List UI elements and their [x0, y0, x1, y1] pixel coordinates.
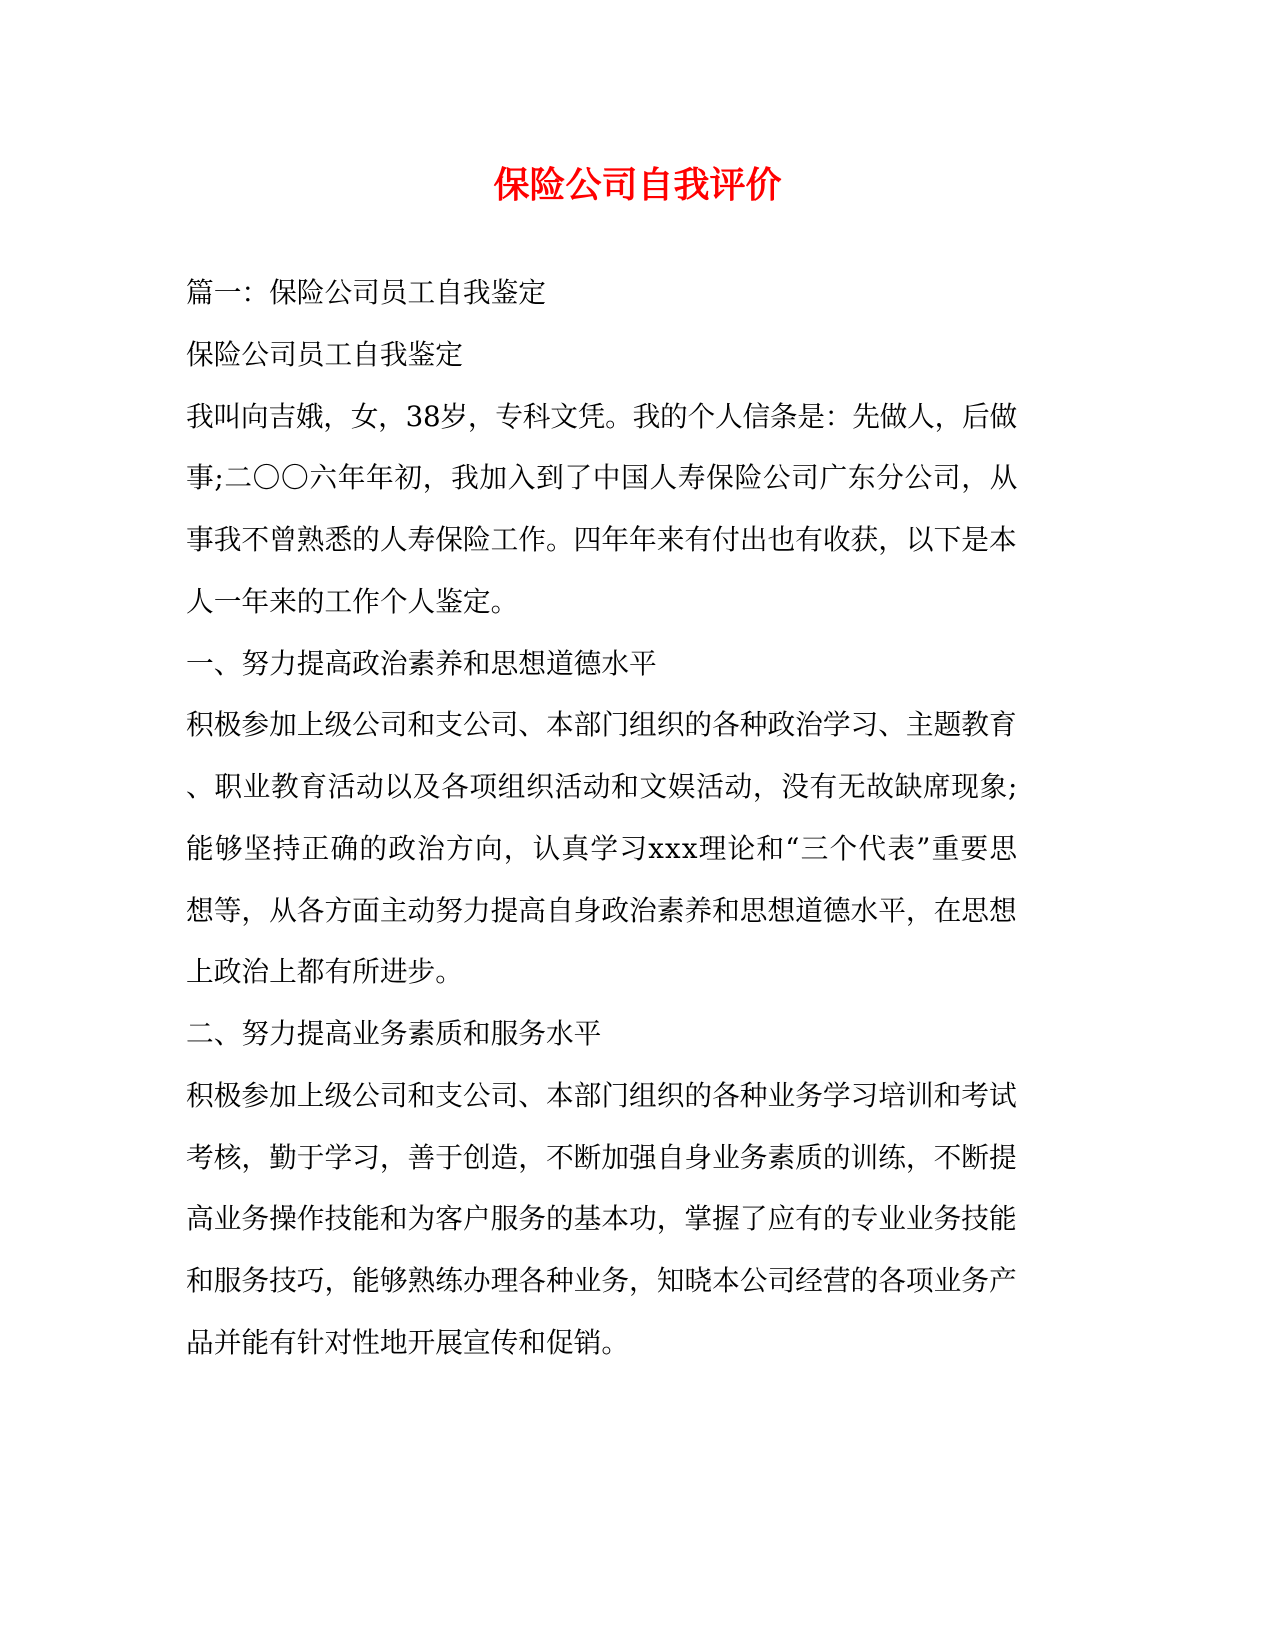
- paragraph-line: 高业务操作技能和为客户服务的基本功，掌握了应有的专业业务技能: [186, 1202, 1017, 1236]
- paragraph-line: 事;二〇〇六年年初，我加入到了中国人寿保险公司广东分公司，从: [186, 461, 1018, 495]
- paragraph-line: 保险公司员工自我鉴定: [186, 337, 463, 371]
- paragraph-line: 篇一：保险公司员工自我鉴定: [186, 276, 546, 309]
- paragraph-line: 一、努力提高政治素养和思想道德水平: [186, 646, 657, 680]
- document-title: 保险公司自我评价: [493, 164, 782, 206]
- paragraph-line: 能够坚持正确的政治方向，认真学习xxx理论和“三个代表”重要思: [186, 831, 1019, 865]
- paragraph-line: 积极参加上级公司和支公司、本部门组织的各种业务学习培训和考试: [186, 1078, 1017, 1112]
- paragraph-line: 我叫向吉娥，女，38岁，专科文凭。我的个人信条是：先做人，后做: [186, 399, 1017, 433]
- paragraph-line: 事我不曾熟悉的人寿保险工作。四年年来有付出也有收获，以下是本: [186, 523, 1017, 556]
- paragraph-line: 想等，从各方面主动努力提高自身政治素养和思想道德水平，在思想: [186, 893, 1017, 927]
- paragraph-line: 、职业教育活动以及各项组织活动和文娱活动，没有无故缺席现象;: [186, 770, 1018, 803]
- paragraph-line: 和服务技巧，能够熟练办理各种业务，知晓本公司经营的各项业务产: [186, 1264, 1017, 1297]
- paragraph-line: 品并能有针对性地开展宣传和促销。: [186, 1325, 630, 1359]
- paragraph-line: 上政治上都有所进步。: [186, 955, 463, 989]
- paragraph-line: 积极参加上级公司和支公司、本部门组织的各种政治学习、主题教育: [186, 708, 1017, 742]
- paragraph-line: 考核，勤于学习，善于创造，不断加强自身业务素质的训练，不断提: [186, 1140, 1017, 1174]
- paragraph-line: 二、努力提高业务素质和服务水平: [186, 1017, 602, 1050]
- paragraph-line: 人一年来的工作个人鉴定。: [186, 584, 519, 618]
